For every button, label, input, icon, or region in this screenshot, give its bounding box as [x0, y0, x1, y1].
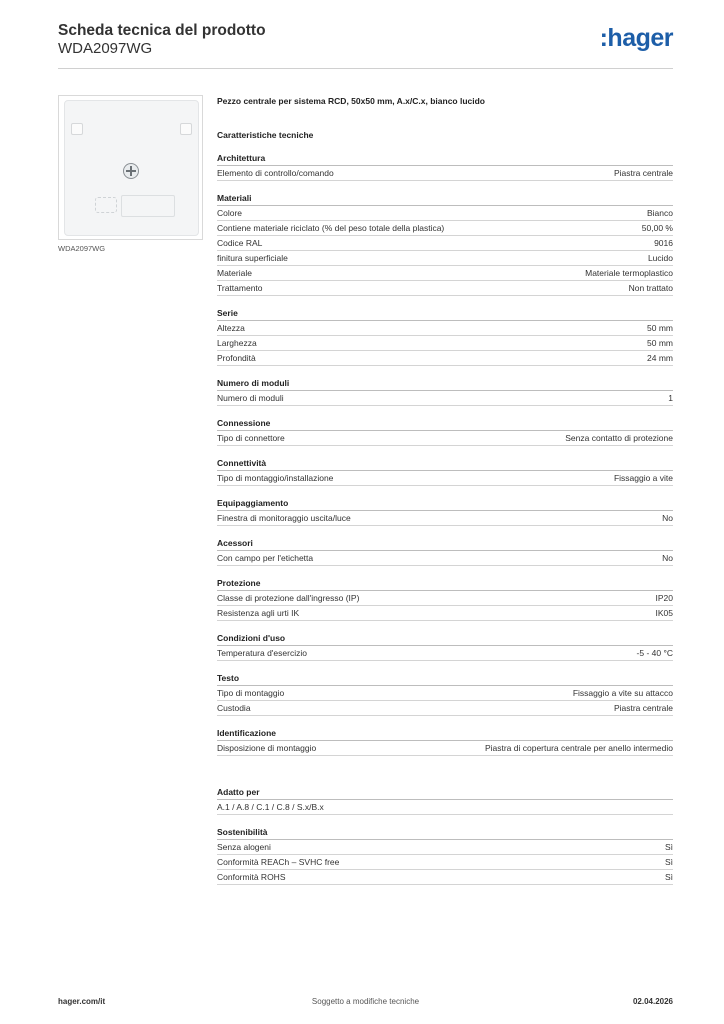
spec-key: Conformità ROHS [217, 871, 286, 882]
page-title: Scheda tecnica del prodotto [58, 22, 266, 39]
spec-value: Piastra centrale [613, 167, 673, 178]
spec-key: Colore [217, 207, 243, 218]
spec-value: Sì [664, 871, 673, 882]
spec-row [217, 686, 673, 701]
spec-key: Altezza [217, 322, 245, 333]
footer-website[interactable]: hager.com/it [58, 997, 106, 1006]
footer-date: 02.04.2026 [632, 997, 673, 1006]
spec-section [217, 537, 673, 566]
spec-key: Elemento di controllo/comando [217, 167, 334, 178]
clip-tab-left [71, 123, 83, 135]
section-title: Condizioni d'uso [217, 632, 673, 646]
spec-value: 50 mm [647, 322, 673, 333]
spec-row [217, 870, 673, 885]
section-title: Materiali [217, 192, 673, 206]
spec-key: Trattamento [217, 282, 263, 293]
spec-key: A.1 / A.8 / C.1 / C.8 / S.x/B.x [217, 801, 324, 812]
section-title: Serie [217, 307, 673, 321]
hager-logo [600, 24, 673, 52]
spec-value: IK05 [655, 607, 673, 618]
spec-row [217, 800, 673, 815]
spec-section [217, 192, 673, 296]
spec-key: Temperatura d'esercizio [217, 647, 307, 658]
spec-value: Lucido [647, 252, 673, 263]
spec-value: No [662, 552, 673, 563]
spec-row [217, 221, 673, 236]
spec-key: Profondità [217, 352, 256, 363]
page-header [58, 22, 673, 69]
spec-key: Materiale [217, 267, 252, 278]
label-area [121, 195, 175, 217]
spec-value: Senza contatto di protezione [565, 432, 673, 443]
spec-row [217, 840, 673, 855]
spec-value: 24 mm [647, 352, 673, 363]
spec-key: Conformità REACh – SVHC free [217, 856, 340, 867]
spec-row [217, 741, 673, 756]
section-title: Connessione [217, 417, 673, 431]
spec-section [217, 152, 673, 181]
spec-value: Piastra centrale [613, 702, 673, 713]
product-code: WDA2097WG [58, 40, 153, 57]
spec-section [217, 672, 673, 716]
spec-key: Con campo per l'etichetta [217, 552, 314, 563]
spec-section [217, 307, 673, 366]
spec-key: finitura superficiale [217, 252, 288, 263]
spec-row [217, 281, 673, 296]
spec-row [217, 251, 673, 266]
spec-value: No [662, 512, 673, 523]
section-title: Equipaggiamento [217, 497, 673, 511]
section-title: Connettività [217, 457, 673, 471]
spec-value: Materiale termoplastico [585, 267, 673, 278]
spec-section [217, 632, 673, 661]
spec-row [217, 431, 673, 446]
spec-value: 50 mm [647, 337, 673, 348]
section-title: Protezione [217, 577, 673, 591]
spec-row [217, 166, 673, 181]
spec-section [217, 826, 673, 885]
spec-value: 9016 [654, 237, 673, 248]
spec-row [217, 391, 673, 406]
image-caption: WDA2097WG [58, 244, 106, 253]
spec-section [217, 727, 673, 756]
spec-value: 50,00 % [641, 222, 673, 233]
tech-heading: Caratteristiche tecniche [217, 130, 314, 140]
spec-key: Tipo di connettore [217, 432, 285, 443]
spec-row [217, 236, 673, 251]
spec-row [217, 511, 673, 526]
spec-value: IP20 [655, 592, 673, 603]
spec-key: Codice RAL [217, 237, 263, 248]
clip-tab-right [180, 123, 192, 135]
spec-row [217, 551, 673, 566]
spec-value: Sì [664, 841, 673, 852]
cover-plate-drawing [64, 100, 199, 236]
section-title: Sostenibilità [217, 826, 673, 840]
spec-row [217, 206, 673, 221]
spec-value: -5 - 40 °C [636, 647, 673, 658]
screw-icon [123, 163, 139, 179]
spec-value: Piastra di copertura centrale per anello intermedio [484, 742, 673, 753]
spec-section [217, 577, 673, 621]
spec-value: Bianco [647, 207, 673, 218]
spec-section [217, 457, 673, 486]
spec-row [217, 321, 673, 336]
section-title: Numero di moduli [217, 377, 673, 391]
spec-key: Disposizione di montaggio [217, 742, 317, 753]
spec-key: Tipo di montaggio [217, 687, 285, 698]
spec-section [217, 417, 673, 446]
page-footer [58, 997, 673, 1009]
spec-value: Fissaggio a vite [613, 472, 673, 483]
spec-row [217, 336, 673, 351]
footer-note: Soggetto a modifiche tecniche [311, 997, 420, 1006]
spec-row [217, 646, 673, 661]
spec-key: Classe di protezione dall'ingresso (IP) [217, 592, 360, 603]
section-title: Adatto per [217, 786, 673, 800]
spec-row [217, 266, 673, 281]
spec-row [217, 471, 673, 486]
logo-text: :hager [599, 24, 673, 52]
spec-row [217, 606, 673, 621]
spec-section [217, 497, 673, 526]
spec-row [217, 591, 673, 606]
spec-sections [217, 152, 673, 885]
spec-key: Senza alogeni [217, 841, 271, 852]
spec-key: Larghezza [217, 337, 257, 348]
spec-row [217, 351, 673, 366]
section-title: Architettura [217, 152, 673, 166]
spec-section [217, 377, 673, 406]
spec-key: Contiene materiale riciclato (% del peso totale della plastica) [217, 222, 445, 233]
product-description: Pezzo centrale per sistema RCD, 50x50 mm, A.x/C.x, bianco lucido [217, 96, 486, 106]
spec-key: Finestra di monitoraggio uscita/luce [217, 512, 351, 523]
product-image [58, 95, 203, 240]
spec-key: Numero di moduli [217, 392, 284, 403]
spec-value: Non trattato [628, 282, 673, 293]
spec-row [217, 701, 673, 716]
section-title: Acessori [217, 537, 673, 551]
spec-value: Fissaggio a vite su attacco [572, 687, 673, 698]
spec-key: Custodia [217, 702, 251, 713]
spec-key: Tipo di montaggio/installazione [217, 472, 334, 483]
section-title: Testo [217, 672, 673, 686]
spec-key: Resistenza agli urti IK [217, 607, 300, 618]
spec-section [217, 786, 673, 815]
section-title: Identificazione [217, 727, 673, 741]
spec-content [217, 95, 673, 885]
spec-value: 1 [668, 392, 673, 403]
spec-value: Sì [664, 856, 673, 867]
marking-icon [95, 197, 117, 213]
spec-row [217, 855, 673, 870]
